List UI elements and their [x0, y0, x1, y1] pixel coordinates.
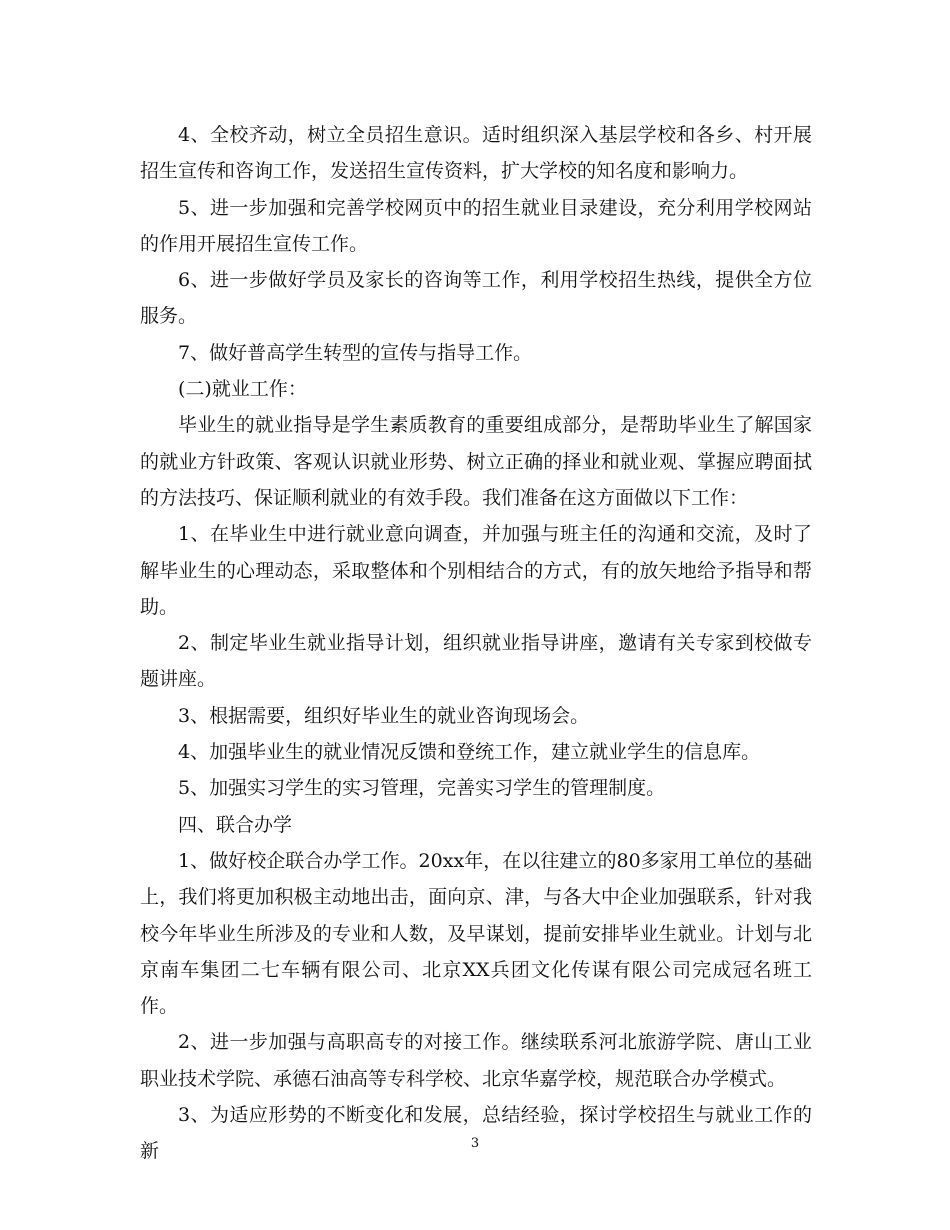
paragraph-employment-item-5: 5、加强实习学生的实习管理，完善实习学生的管理制度。: [178, 777, 666, 800]
paragraph-recruit-item-4: 4、全校齐动，树立全员招生意识。适时组织深入基层学校和各乡、村开展招生宣传和咨询工作，发送招生宣传资料，扩大学校的知名度和影响力。: [140, 124, 812, 183]
paragraph-recruit-item-5: 5、进一步加强和完善学校网页中的招生就业目录建设，充分利用学校网站的作用开展招生宣传工作。: [140, 196, 812, 255]
paragraph-joint-item-2: 2、进一步加强与高职高专的对接工作。继续联系河北旅游学院、唐山工业职业技术学院、承德石油高等专科学校、北京华嘉学校，规范联合办学模式。: [140, 1031, 812, 1090]
paragraph-recruit-item-6: 6、进一步做好学员及家长的咨询等工作，利用学校招生热线，提供全方位服务。: [140, 269, 812, 328]
section-heading-joint-schooling: 四、联合办学: [178, 813, 293, 836]
paragraph-employment-item-4: 4、加强毕业生的就业情况反馈和登统工作，建立就业学生的信息库。: [178, 741, 761, 764]
paragraph-joint-item-1: 1、做好校企联合办学工作。20xx年，在以往建立的80多家用工单位的基础上，我们将更加积极主动地出击，面向京、津，与各大中企业加强联系，针对我校今年毕业生所涉及的专业和人数，及早谋划，提前安排毕业生就业。计划与北京南车集团二七车辆有限公司、北京XX兵团文化传谋有限公司完成冠名班工作。: [140, 849, 812, 1018]
page-number: 3: [470, 1136, 480, 1151]
paragraph-employment-item-3: 3、根据需要，组织好毕业生的就业咨询现场会。: [178, 704, 590, 727]
paragraph-employment-item-1: 1、在毕业生中进行就业意向调查，并加强与班主任的沟通和交流，及时了解毕业生的心理动态，采取整体和个别相结合的方式，有的放矢地给予指导和帮助。: [140, 523, 812, 618]
paragraph-employment-intro: 毕业生的就业指导是学生素质教育的重要组成部分，是帮助毕业生了解国家的就业方针政策、客观认识就业形势、树立正确的择业和就业观、掌握应聘面拭的方法技巧、保证顺利就业的有效手段。我们准备在这方面做以下工作：: [140, 414, 812, 509]
paragraph-joint-item-3: 3、为适应形势的不断变化和发展，总结经验，探讨学校招生与就业工作的新: [140, 1104, 812, 1163]
paragraph-recruit-item-7: 7、做好普高学生转型的宣传与指导工作。: [178, 341, 533, 364]
document-body: [140, 117, 812, 1170]
section-heading-employment: (二)就业工作：: [178, 378, 307, 401]
paragraph-employment-item-2: 2、制定毕业生就业指导计划，组织就业指导讲座，邀请有关专家到校做专题讲座。: [140, 632, 812, 691]
